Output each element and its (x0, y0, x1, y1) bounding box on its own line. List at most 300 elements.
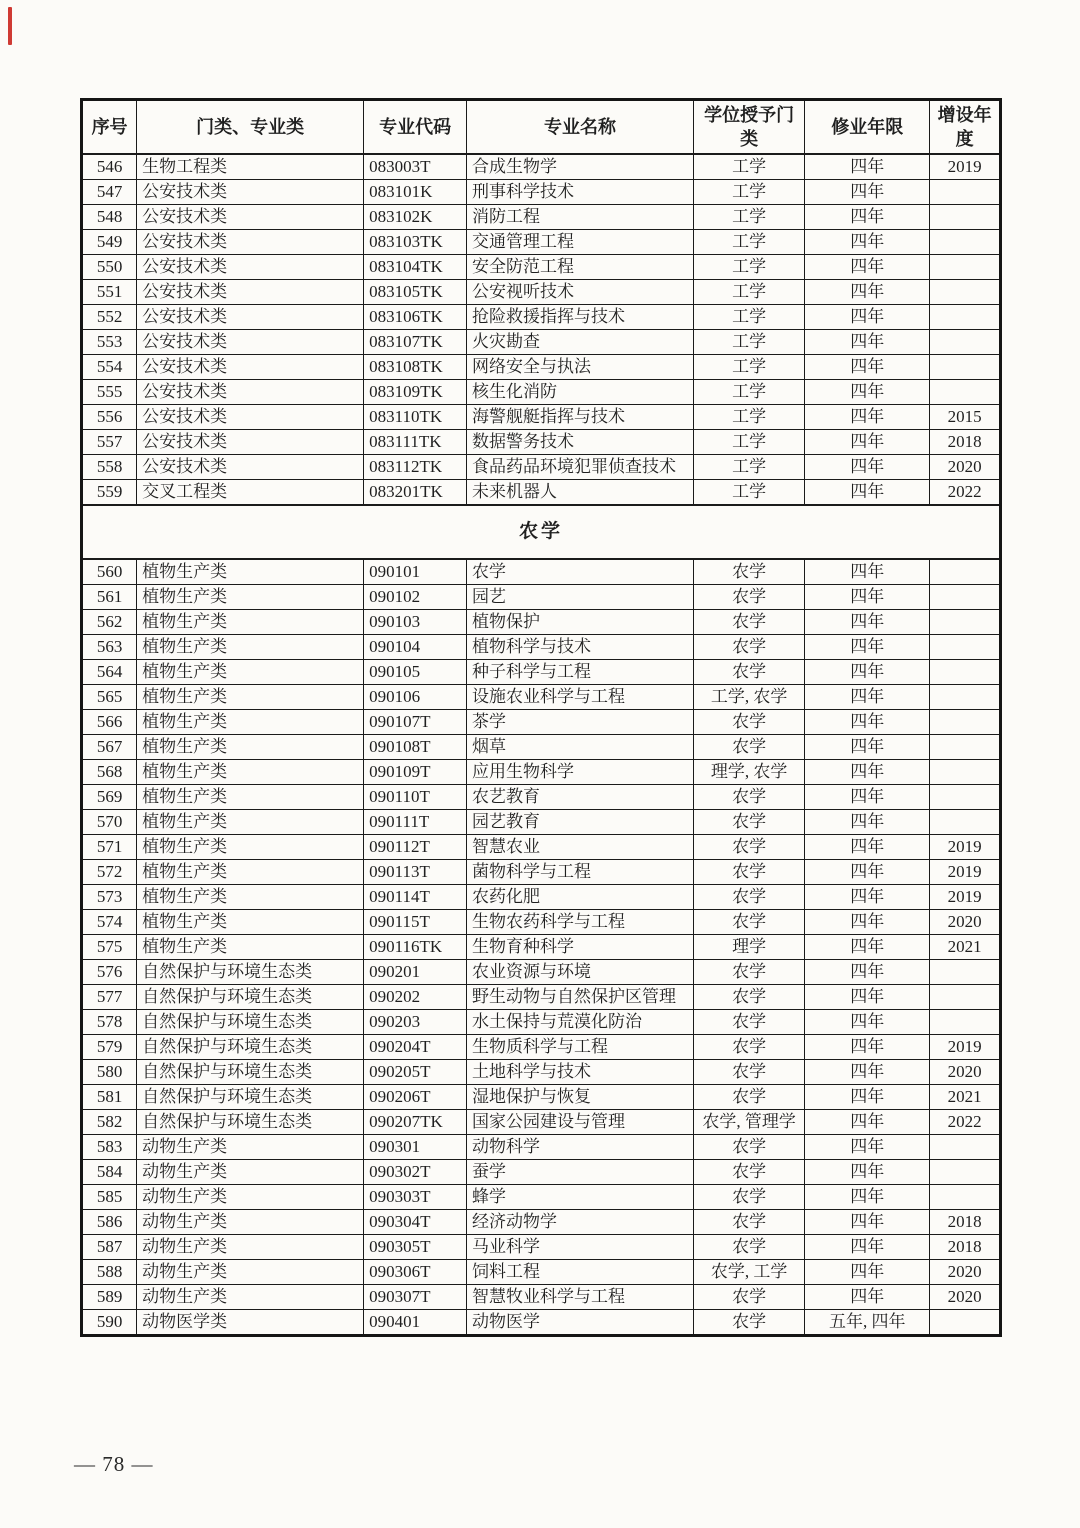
cell-name: 生物育种科学 (467, 935, 694, 960)
cell-code: 090113T (364, 860, 467, 885)
cell-category: 动物医学类 (137, 1310, 364, 1336)
cell-code: 090207TK (364, 1110, 467, 1135)
cell-duration: 四年 (805, 585, 930, 610)
cell-code: 083103TK (364, 230, 467, 255)
cell-category: 动物生产类 (137, 1260, 364, 1285)
cell-year-added: 2018 (930, 430, 1001, 455)
cell-category: 植物生产类 (137, 735, 364, 760)
cell-year-added (930, 380, 1001, 405)
cell-category: 植物生产类 (137, 885, 364, 910)
cell-code: 090103 (364, 610, 467, 635)
cell-duration: 四年 (805, 710, 930, 735)
cell-year-added (930, 305, 1001, 330)
table-row (82, 405, 1001, 430)
cell-code: 090114T (364, 885, 467, 910)
cell-code: 090301 (364, 1135, 467, 1160)
cell-duration: 四年 (805, 305, 930, 330)
cell-duration: 四年 (805, 255, 930, 280)
cell-duration: 四年 (805, 559, 930, 585)
cell-serial: 557 (82, 430, 137, 455)
cell-category: 公安技术类 (137, 430, 364, 455)
page-number: — 78 — (74, 1452, 154, 1476)
cell-code: 083003T (364, 154, 467, 180)
cell-degree: 工学 (694, 305, 805, 330)
cell-name: 动物科学 (467, 1135, 694, 1160)
table-row (82, 1235, 1001, 1260)
cell-duration: 五年, 四年 (805, 1310, 930, 1336)
cell-category: 植物生产类 (137, 559, 364, 585)
cell-category: 植物生产类 (137, 660, 364, 685)
cell-category: 植物生产类 (137, 635, 364, 660)
cell-name: 野生动物与自然保护区管理 (467, 985, 694, 1010)
cell-category: 动物生产类 (137, 1285, 364, 1310)
cell-degree: 工学 (694, 380, 805, 405)
cell-degree: 农学 (694, 585, 805, 610)
cell-name: 海警舰艇指挥与技术 (467, 405, 694, 430)
table-row (82, 635, 1001, 660)
cell-degree: 理学, 农学 (694, 760, 805, 785)
cell-degree: 农学 (694, 660, 805, 685)
cell-name: 安全防范工程 (467, 255, 694, 280)
cell-degree: 农学 (694, 635, 805, 660)
cell-serial: 562 (82, 610, 137, 635)
cell-duration: 四年 (805, 1285, 930, 1310)
cell-category: 公安技术类 (137, 180, 364, 205)
cell-year-added: 2018 (930, 1210, 1001, 1235)
cell-degree: 农学 (694, 1135, 805, 1160)
section-row (82, 505, 1001, 559)
cell-serial: 546 (82, 154, 137, 180)
cell-name: 植物科学与技术 (467, 635, 694, 660)
cell-category: 植物生产类 (137, 760, 364, 785)
cell-duration: 四年 (805, 1060, 930, 1085)
cell-name: 蜂学 (467, 1185, 694, 1210)
cell-degree: 工学 (694, 230, 805, 255)
table-row (82, 985, 1001, 1010)
cell-year-added: 2019 (930, 835, 1001, 860)
cell-serial: 580 (82, 1060, 137, 1085)
cell-category: 植物生产类 (137, 810, 364, 835)
cell-serial: 584 (82, 1160, 137, 1185)
cell-serial: 561 (82, 585, 137, 610)
cell-degree: 农学 (694, 860, 805, 885)
cell-name: 园艺教育 (467, 810, 694, 835)
cell-name: 农药化肥 (467, 885, 694, 910)
table-row (82, 330, 1001, 355)
cell-code: 090112T (364, 835, 467, 860)
cell-serial: 558 (82, 455, 137, 480)
cell-duration: 四年 (805, 1110, 930, 1135)
table-row (82, 1285, 1001, 1310)
column-header-category: 门类、专业类 (137, 100, 364, 155)
cell-code: 090303T (364, 1185, 467, 1210)
cell-serial: 564 (82, 660, 137, 685)
table-row (82, 154, 1001, 180)
cell-category: 交叉工程类 (137, 480, 364, 506)
cell-category: 公安技术类 (137, 305, 364, 330)
table-row (82, 255, 1001, 280)
table-row (82, 380, 1001, 405)
cell-code: 090110T (364, 785, 467, 810)
cell-serial: 587 (82, 1235, 137, 1260)
cell-duration: 四年 (805, 1185, 930, 1210)
cell-code: 083105TK (364, 280, 467, 305)
cell-code: 090304T (364, 1210, 467, 1235)
cell-year-added: 2021 (930, 1085, 1001, 1110)
cell-name: 未来机器人 (467, 480, 694, 506)
cell-code: 090115T (364, 910, 467, 935)
cell-degree: 农学 (694, 610, 805, 635)
cell-degree: 农学 (694, 1085, 805, 1110)
cell-serial: 559 (82, 480, 137, 506)
table-row (82, 785, 1001, 810)
cell-name: 农艺教育 (467, 785, 694, 810)
table-row (82, 885, 1001, 910)
cell-category: 公安技术类 (137, 230, 364, 255)
cell-code: 090206T (364, 1085, 467, 1110)
cell-name: 农学 (467, 559, 694, 585)
cell-duration: 四年 (805, 1135, 930, 1160)
cell-degree: 农学 (694, 1210, 805, 1235)
red-margin-mark (8, 7, 12, 45)
cell-serial: 552 (82, 305, 137, 330)
cell-category: 自然保护与环境生态类 (137, 985, 364, 1010)
cell-code: 083108TK (364, 355, 467, 380)
table-header (82, 100, 1001, 155)
cell-code: 090306T (364, 1260, 467, 1285)
cell-duration: 四年 (805, 885, 930, 910)
section-band-label: 农学 (82, 505, 1001, 559)
cell-name: 数据警务技术 (467, 430, 694, 455)
cell-serial: 572 (82, 860, 137, 885)
table-row (82, 1010, 1001, 1035)
cell-duration: 四年 (805, 810, 930, 835)
cell-serial: 583 (82, 1135, 137, 1160)
cell-duration: 四年 (805, 1010, 930, 1035)
table-row (82, 1135, 1001, 1160)
cell-category: 植物生产类 (137, 685, 364, 710)
cell-degree: 农学 (694, 1160, 805, 1185)
cell-duration: 四年 (805, 355, 930, 380)
table-row (82, 559, 1001, 585)
cell-name: 湿地保护与恢复 (467, 1085, 694, 1110)
cell-duration: 四年 (805, 1160, 930, 1185)
cell-serial: 568 (82, 760, 137, 785)
cell-duration: 四年 (805, 660, 930, 685)
cell-year-added (930, 1160, 1001, 1185)
cell-degree: 工学 (694, 280, 805, 305)
cell-code: 090116TK (364, 935, 467, 960)
cell-duration: 四年 (805, 1210, 930, 1235)
cell-year-added (930, 330, 1001, 355)
cell-year-added (930, 205, 1001, 230)
cell-code: 083110TK (364, 405, 467, 430)
table-row (82, 1260, 1001, 1285)
cell-degree: 农学 (694, 960, 805, 985)
cell-code: 090111T (364, 810, 467, 835)
cell-serial: 590 (82, 1310, 137, 1336)
cell-category: 公安技术类 (137, 280, 364, 305)
cell-name: 菌物科学与工程 (467, 860, 694, 885)
cell-category: 植物生产类 (137, 585, 364, 610)
cell-category: 公安技术类 (137, 255, 364, 280)
cell-degree: 农学 (694, 985, 805, 1010)
cell-year-added: 2019 (930, 885, 1001, 910)
cell-name: 抢险救援指挥与技术 (467, 305, 694, 330)
cell-degree: 农学, 工学 (694, 1260, 805, 1285)
cell-degree: 农学 (694, 735, 805, 760)
cell-code: 090202 (364, 985, 467, 1010)
cell-name: 种子科学与工程 (467, 660, 694, 685)
cell-serial: 550 (82, 255, 137, 280)
cell-serial: 565 (82, 685, 137, 710)
cell-code: 090204T (364, 1035, 467, 1060)
cell-category: 植物生产类 (137, 610, 364, 635)
cell-degree: 农学 (694, 1310, 805, 1336)
table-row (82, 935, 1001, 960)
cell-code: 083111TK (364, 430, 467, 455)
column-header-year-added: 增设年度 (930, 100, 1001, 155)
cell-code: 090201 (364, 960, 467, 985)
cell-duration: 四年 (805, 405, 930, 430)
table-row (82, 835, 1001, 860)
cell-duration: 四年 (805, 154, 930, 180)
cell-degree: 工学 (694, 455, 805, 480)
cell-duration: 四年 (805, 280, 930, 305)
table-row (82, 305, 1001, 330)
cell-category: 公安技术类 (137, 455, 364, 480)
cell-code: 090107T (364, 710, 467, 735)
cell-code: 090305T (364, 1235, 467, 1260)
cell-category: 自然保护与环境生态类 (137, 960, 364, 985)
cell-year-added (930, 230, 1001, 255)
cell-name: 合成生物学 (467, 154, 694, 180)
cell-duration: 四年 (805, 330, 930, 355)
cell-year-added (930, 710, 1001, 735)
cell-category: 自然保护与环境生态类 (137, 1110, 364, 1135)
cell-duration: 四年 (805, 835, 930, 860)
cell-degree: 农学 (694, 1235, 805, 1260)
cell-duration: 四年 (805, 430, 930, 455)
column-header-duration: 修业年限 (805, 100, 930, 155)
cell-year-added (930, 1135, 1001, 1160)
cell-degree: 农学 (694, 785, 805, 810)
cell-year-added: 2022 (930, 1110, 1001, 1135)
cell-serial: 589 (82, 1285, 137, 1310)
cell-duration: 四年 (805, 635, 930, 660)
cell-serial: 556 (82, 405, 137, 430)
majors-table (80, 98, 1002, 1337)
table-row (82, 455, 1001, 480)
cell-degree: 工学 (694, 255, 805, 280)
cell-name: 生物农药科学与工程 (467, 910, 694, 935)
cell-duration: 四年 (805, 860, 930, 885)
cell-category: 公安技术类 (137, 330, 364, 355)
cell-degree: 工学 (694, 330, 805, 355)
cell-degree: 农学 (694, 1035, 805, 1060)
cell-name: 饲料工程 (467, 1260, 694, 1285)
cell-category: 公安技术类 (137, 405, 364, 430)
cell-year-added (930, 810, 1001, 835)
table-row (82, 685, 1001, 710)
cell-duration: 四年 (805, 985, 930, 1010)
cell-serial: 585 (82, 1185, 137, 1210)
cell-degree: 工学 (694, 355, 805, 380)
cell-degree: 农学 (694, 1185, 805, 1210)
cell-year-added: 2019 (930, 860, 1001, 885)
cell-duration: 四年 (805, 230, 930, 255)
cell-year-added: 2020 (930, 1060, 1001, 1085)
table-row (82, 1210, 1001, 1235)
cell-name: 动物医学 (467, 1310, 694, 1336)
cell-serial: 555 (82, 380, 137, 405)
table-row (82, 710, 1001, 735)
cell-category: 自然保护与环境生态类 (137, 1085, 364, 1110)
cell-degree: 工学 (694, 180, 805, 205)
cell-year-added (930, 559, 1001, 585)
cell-code: 083112TK (364, 455, 467, 480)
cell-degree: 农学 (694, 710, 805, 735)
cell-serial: 569 (82, 785, 137, 810)
cell-name: 智慧农业 (467, 835, 694, 860)
table-row (82, 860, 1001, 885)
cell-degree: 农学 (694, 835, 805, 860)
table-row (82, 1310, 1001, 1336)
table-row (82, 280, 1001, 305)
cell-duration: 四年 (805, 380, 930, 405)
cell-category: 动物生产类 (137, 1160, 364, 1185)
cell-serial: 567 (82, 735, 137, 760)
cell-name: 网络安全与执法 (467, 355, 694, 380)
cell-name: 火灾勘查 (467, 330, 694, 355)
cell-code: 090302T (364, 1160, 467, 1185)
table-row (82, 355, 1001, 380)
cell-degree: 农学 (694, 1010, 805, 1035)
cell-serial: 563 (82, 635, 137, 660)
cell-year-added: 2020 (930, 1260, 1001, 1285)
cell-duration: 四年 (805, 480, 930, 506)
cell-degree: 工学 (694, 154, 805, 180)
cell-year-added: 2020 (930, 455, 1001, 480)
cell-category: 动物生产类 (137, 1185, 364, 1210)
cell-category: 公安技术类 (137, 380, 364, 405)
cell-code: 083106TK (364, 305, 467, 330)
cell-name: 经济动物学 (467, 1210, 694, 1235)
cell-duration: 四年 (805, 1260, 930, 1285)
cell-year-added (930, 660, 1001, 685)
column-header-code: 专业代码 (364, 100, 467, 155)
table-row (82, 1060, 1001, 1085)
cell-category: 植物生产类 (137, 860, 364, 885)
cell-name: 农业资源与环境 (467, 960, 694, 985)
cell-year-added: 2021 (930, 935, 1001, 960)
cell-code: 083201TK (364, 480, 467, 506)
cell-category: 自然保护与环境生态类 (137, 1060, 364, 1085)
cell-year-added (930, 355, 1001, 380)
cell-serial: 571 (82, 835, 137, 860)
cell-name: 烟草 (467, 735, 694, 760)
cell-category: 动物生产类 (137, 1135, 364, 1160)
cell-code: 083104TK (364, 255, 467, 280)
cell-duration: 四年 (805, 1035, 930, 1060)
cell-name: 食品药品环境犯罪侦查技术 (467, 455, 694, 480)
cell-year-added (930, 760, 1001, 785)
cell-year-added: 2018 (930, 1235, 1001, 1260)
cell-degree: 工学 (694, 430, 805, 455)
cell-code: 083107TK (364, 330, 467, 355)
table-row (82, 735, 1001, 760)
cell-degree: 工学 (694, 205, 805, 230)
cell-degree: 农学 (694, 559, 805, 585)
cell-name: 茶学 (467, 710, 694, 735)
cell-name: 刑事科学技术 (467, 180, 694, 205)
cell-degree: 农学 (694, 910, 805, 935)
cell-duration: 四年 (805, 180, 930, 205)
cell-category: 植物生产类 (137, 910, 364, 935)
cell-category: 植物生产类 (137, 785, 364, 810)
cell-year-added (930, 735, 1001, 760)
cell-name: 水土保持与荒漠化防治 (467, 1010, 694, 1035)
cell-name: 设施农业科学与工程 (467, 685, 694, 710)
cell-serial: 581 (82, 1085, 137, 1110)
cell-year-added (930, 1310, 1001, 1336)
table-row (82, 230, 1001, 255)
cell-code: 090108T (364, 735, 467, 760)
cell-serial: 554 (82, 355, 137, 380)
cell-serial: 553 (82, 330, 137, 355)
cell-name: 马业科学 (467, 1235, 694, 1260)
cell-degree: 工学 (694, 405, 805, 430)
cell-year-added (930, 585, 1001, 610)
cell-duration: 四年 (805, 205, 930, 230)
cell-name: 国家公园建设与管理 (467, 1110, 694, 1135)
cell-serial: 547 (82, 180, 137, 205)
cell-category: 公安技术类 (137, 355, 364, 380)
cell-name: 土地科学与技术 (467, 1060, 694, 1085)
cell-duration: 四年 (805, 760, 930, 785)
cell-code: 090102 (364, 585, 467, 610)
table-row (82, 660, 1001, 685)
cell-duration: 四年 (805, 1235, 930, 1260)
cell-serial: 588 (82, 1260, 137, 1285)
cell-name: 植物保护 (467, 610, 694, 635)
table-body (82, 154, 1001, 1336)
cell-duration: 四年 (805, 1085, 930, 1110)
cell-code: 090105 (364, 660, 467, 685)
cell-year-added: 2022 (930, 480, 1001, 506)
cell-year-added: 2020 (930, 910, 1001, 935)
cell-serial: 566 (82, 710, 137, 735)
table-row (82, 585, 1001, 610)
cell-code: 090307T (364, 1285, 467, 1310)
column-header-degree: 学位授予门类 (694, 100, 805, 155)
cell-degree: 农学 (694, 1060, 805, 1085)
cell-degree: 农学 (694, 1285, 805, 1310)
cell-name: 应用生物科学 (467, 760, 694, 785)
cell-year-added (930, 610, 1001, 635)
cell-code: 090401 (364, 1310, 467, 1336)
cell-year-added (930, 960, 1001, 985)
cell-degree: 农学 (694, 885, 805, 910)
cell-serial: 549 (82, 230, 137, 255)
cell-code: 090101 (364, 559, 467, 585)
cell-degree: 农学, 管理学 (694, 1110, 805, 1135)
cell-serial: 548 (82, 205, 137, 230)
cell-duration: 四年 (805, 455, 930, 480)
cell-degree: 工学 (694, 480, 805, 506)
cell-year-added (930, 255, 1001, 280)
cell-year-added (930, 280, 1001, 305)
